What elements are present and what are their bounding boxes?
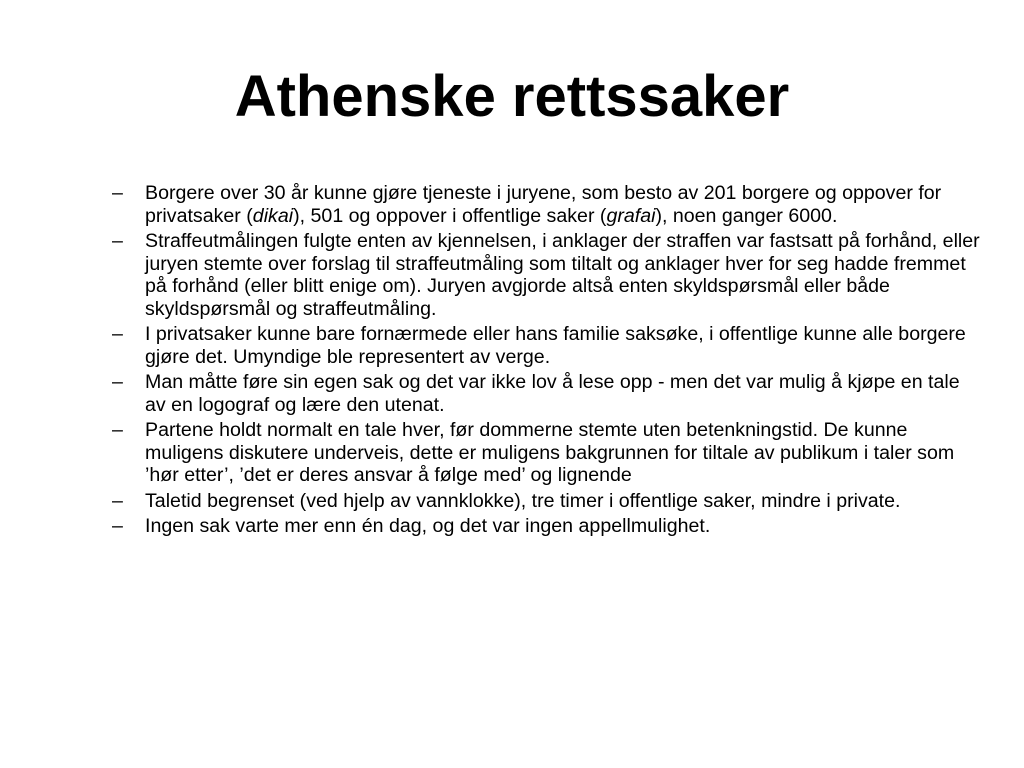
bullet-text: Taletid begrenset (ved hjelp av vannklokke), tre timer i offentlige saker, mindre i private. — [145, 489, 901, 512]
bullet-dash: – — [112, 489, 123, 512]
bullet-text: Man måtte føre sin egen sak og det var ikke lov å lese opp - men det var mulig å kjøpe en tale av en logograf og lære den utenat. — [145, 371, 960, 416]
bullet-italic-term: grafai — [606, 204, 656, 227]
bullet-dash: – — [112, 515, 123, 537]
bullet-item — [112, 182, 982, 227]
bullet-dash: – — [112, 371, 123, 393]
bullet-text: ), 501 og oppover i offentlige saker ( — [293, 204, 607, 227]
bullet-item — [112, 419, 982, 487]
bullet-item — [112, 490, 982, 513]
bullet-text: Partene holdt normalt en tale hver, før dommerne stemte uten betenkningstid. De kunne muligens diskutere underveis, dette er muligens bakgrunnen for tiltale av publikum i taler som ’hør etter’, ’det er deres ansvar å følge med’ og lignende — [145, 419, 955, 486]
bullet-item — [112, 230, 982, 320]
bullet-dash: – — [112, 182, 123, 204]
bullet-item — [112, 323, 982, 368]
slide-title: Athenske rettssaker — [234, 64, 790, 129]
bullet-item — [112, 371, 982, 416]
bullet-dash: – — [112, 419, 123, 441]
bullet-item — [112, 515, 982, 538]
bullet-text: Straffeutmålingen fulgte enten av kjennelsen, i anklager der straffen var fastsatt på forhånd, eller juryen stemte over forslag til straffeutmåling som tiltalt og anklager hver for seg hadde fremmet på forhånd (eller blitt enige om). Juryen avgjorde altså enten skyldspørsmål eller både skyldspørsmål og straffeutmåling. — [145, 230, 980, 320]
bullet-italic-term: dikai — [252, 204, 294, 227]
bullet-text: Ingen sak varte mer enn én dag, og det var ingen appellmulighet. — [145, 515, 711, 537]
bullet-text: I privatsaker kunne bare fornærmede eller hans familie saksøke, i offentlige kunne alle borgere gjøre det. Umyndige ble representert av verge. — [145, 323, 966, 368]
bullet-dash: – — [112, 323, 123, 345]
bullet-list — [112, 182, 982, 541]
bullet-dash: – — [112, 230, 123, 252]
bullet-text: ), noen ganger 6000. — [655, 204, 838, 227]
bullet-text: Borgere over 30 år kunne gjøre tjeneste i juryene, som besto av 201 borgere og oppover for privatsaker ( — [145, 182, 942, 227]
